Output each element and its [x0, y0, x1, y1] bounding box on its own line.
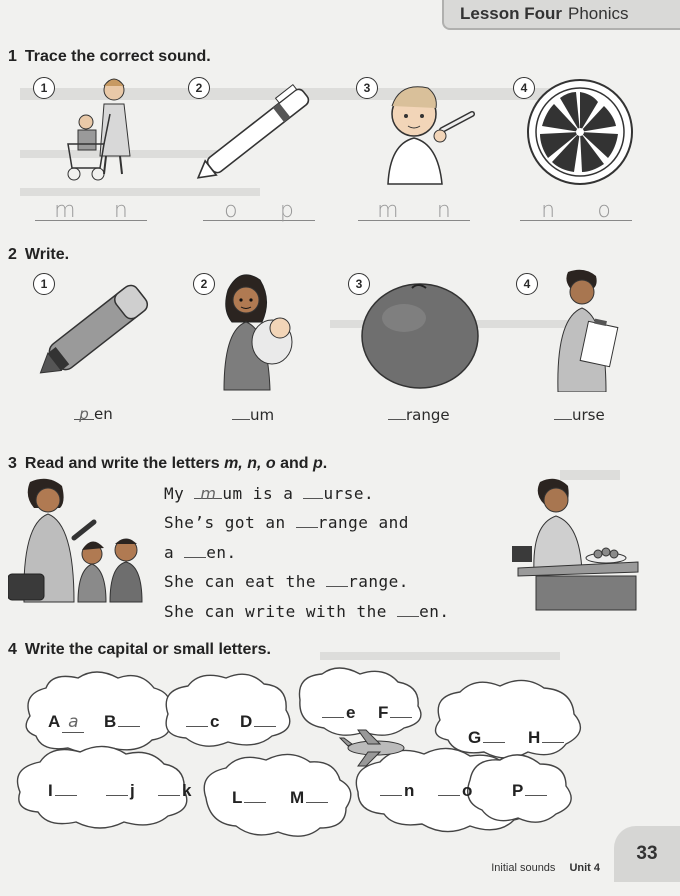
word-ending: um	[250, 406, 275, 424]
nurse-illustration	[380, 74, 480, 186]
sentence-blank[interactable]	[303, 484, 323, 499]
footer-topic: Initial sounds	[491, 862, 556, 874]
word-ending: range	[406, 406, 450, 424]
write-blank[interactable]	[388, 405, 406, 420]
mum-pushchair-illustration	[58, 74, 148, 186]
page-number: 33	[614, 826, 680, 882]
cloud-pair-b[interactable]: B	[104, 712, 142, 732]
trace-letter: o	[597, 198, 611, 223]
trace-line-1[interactable]	[35, 198, 147, 221]
write-item-3[interactable]	[388, 405, 450, 424]
trace-letter: m	[54, 198, 76, 223]
write-blank[interactable]	[232, 405, 250, 420]
trace-line-2[interactable]	[203, 198, 315, 221]
letter-blank[interactable]	[483, 742, 505, 743]
item-number: 1	[33, 273, 55, 295]
cloud-pair-c[interactable]: c	[184, 712, 219, 732]
word-ending: urse	[572, 406, 605, 424]
word-ending: en	[94, 405, 113, 423]
trace-letter: m	[377, 198, 399, 223]
sentence-4: She can eat the range.	[164, 572, 409, 591]
section-2-title: 2 Write.	[8, 246, 70, 263]
cloud-pair-l[interactable]: L	[232, 788, 268, 808]
cloud-pair-o[interactable]: o	[436, 781, 472, 801]
cloud-pair-f[interactable]: F	[378, 703, 414, 723]
letter-blank[interactable]	[542, 742, 564, 743]
letter-blank[interactable]	[244, 802, 266, 803]
trace-letter: n	[113, 198, 128, 223]
trace-letter: n	[436, 198, 451, 223]
section-1-title: 1 Trace the correct sound.	[8, 48, 211, 65]
sentence-blank[interactable]	[296, 513, 318, 528]
aeroplane-illustration	[338, 728, 414, 768]
trace-letter: o	[224, 198, 238, 223]
letter-blank[interactable]	[106, 795, 128, 796]
cloud-pair-d[interactable]: D	[240, 712, 278, 732]
item-number: 4	[513, 77, 535, 99]
cloud-pair-k[interactable]: k	[156, 781, 191, 801]
letter-blank[interactable]	[380, 795, 402, 796]
cloud-pair-n[interactable]: n	[378, 781, 414, 801]
orange-illustration	[356, 274, 488, 390]
letter-blank[interactable]	[322, 717, 344, 718]
letter-blank[interactable]	[254, 726, 276, 727]
cloud-pair-i[interactable]: I	[48, 781, 79, 801]
page-footer	[491, 862, 600, 874]
item-number: 3	[356, 77, 378, 99]
sentence-blank[interactable]	[326, 572, 348, 587]
marker-pen-illustration	[24, 276, 164, 386]
item-number: 1	[33, 77, 55, 99]
letter-blank[interactable]: a	[62, 712, 84, 733]
cloud-pair-e[interactable]: e	[320, 703, 355, 723]
cloud-pair-m[interactable]: M	[290, 788, 330, 808]
letter-blank[interactable]	[55, 795, 77, 796]
letter-blank[interactable]	[438, 795, 460, 796]
nurse-clipboard-illustration	[544, 268, 628, 392]
mum-baby-illustration	[218, 270, 308, 392]
trace-line-3[interactable]	[358, 198, 470, 221]
sentence-blank[interactable]	[184, 543, 206, 558]
letter-blank[interactable]	[306, 802, 328, 803]
letter-blank[interactable]	[118, 726, 140, 727]
sentence-3: a en.	[164, 543, 237, 562]
section-3-title: 3 Read and write the letters m, n, o and p.	[8, 455, 328, 472]
pen-illustration	[188, 76, 328, 186]
lesson-topic: Phonics	[568, 4, 629, 23]
item-number: 4	[516, 273, 538, 295]
cloud-pair-g[interactable]: G	[468, 728, 507, 748]
cloud-pair-h[interactable]: H	[528, 728, 566, 748]
letter-blank[interactable]	[390, 717, 412, 718]
lesson-title: Lesson Four	[460, 4, 563, 23]
sentence-2: She’s got an range and	[164, 513, 409, 532]
nurse-desk-illustration	[510, 476, 644, 614]
sentence-5: She can write with the en.	[164, 602, 450, 621]
item-number: 3	[348, 273, 370, 295]
item-number: 2	[188, 77, 210, 99]
letter-blank[interactable]	[158, 795, 180, 796]
trace-line-4[interactable]	[520, 198, 632, 221]
family-illustration	[8, 478, 158, 610]
cloud-pair-a[interactable]: A a	[48, 712, 86, 733]
write-item-1[interactable]	[74, 405, 113, 423]
sentence-1: My m um is a urse.	[164, 484, 375, 503]
section-4-title: 4 Write the capital or small letters.	[8, 641, 271, 658]
letter-blank[interactable]	[525, 795, 547, 796]
orange-slice-illustration	[518, 74, 638, 186]
trace-letter: p	[279, 198, 294, 223]
letter-blank[interactable]	[186, 726, 208, 727]
write-blank[interactable]: p	[74, 405, 94, 420]
trace-letter: n	[541, 198, 556, 223]
cloud-pair-j[interactable]: j	[104, 781, 135, 801]
footer-unit: Unit 4	[569, 862, 600, 874]
item-number: 2	[193, 273, 215, 295]
write-blank[interactable]	[554, 405, 572, 420]
sentence-blank[interactable]: m	[194, 484, 222, 499]
sentence-blank[interactable]	[397, 602, 419, 617]
write-item-2[interactable]	[232, 405, 274, 424]
cloud-pair-p[interactable]: P	[512, 781, 549, 801]
write-item-4[interactable]	[554, 405, 605, 424]
lesson-header	[442, 0, 680, 30]
